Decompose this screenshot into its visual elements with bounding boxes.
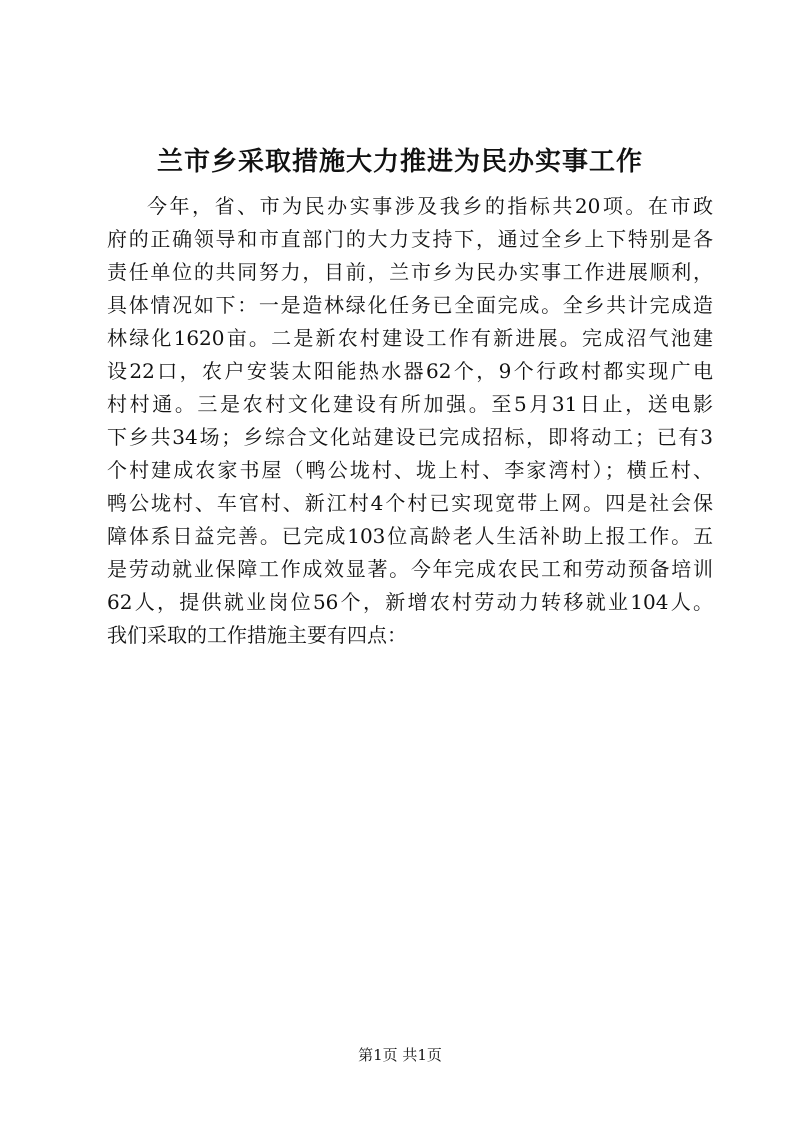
paragraph-line: 是劳动就业保障工作成效显著。今年完成农民工和劳动预备培训 [107, 557, 713, 581]
page-footer: 第1页 共1页 [358, 1046, 442, 1064]
paragraph-line: 具体情况如下：一是造林绿化任务已全面完成。全乡共计完成造 [107, 293, 713, 317]
paragraph-line: 责任单位的共同努力，目前，兰市乡为民办实事工作进展顺利， [107, 260, 713, 284]
paragraph-line: 个村建成农家书屋（鸭公垅村、垅上村、李家湾村）；横丘村、 [107, 458, 713, 482]
paragraph-line: 林绿化1620亩。二是新农村建设工作有新进展。完成沼气池建 [107, 326, 713, 350]
paragraph-line: 村村通。三是农村文化建设有所加强。至5月31日止，送电影 [107, 392, 713, 416]
paragraph-line: 障体系日益完善。已完成103位高龄老人生活补助上报工作。五 [107, 524, 713, 548]
paragraph-line: 今年，省、市为民办实事涉及我乡的指标共20项。在市政 [147, 194, 713, 218]
document-title: 兰市乡采取措施大力推进为民办实事工作 [156, 147, 643, 177]
body-paragraph [107, 190, 713, 652]
paragraph-line: 鸭公垅村、车官村、新江村4个村已实现宽带上网。四是社会保 [107, 491, 713, 515]
paragraph-line: 我们采取的工作措施主要有四点： [107, 623, 407, 647]
paragraph-line: 下乡共34场；乡综合文化站建设已完成招标，即将动工；已有3 [107, 425, 713, 449]
paragraph-line: 设22口，农户安装太阳能热水器62个，9个行政村都实现广电 [107, 359, 713, 383]
paragraph-line: 府的正确领导和市直部门的大力支持下，通过全乡上下特别是各 [107, 227, 713, 251]
paragraph-line: 62人，提供就业岗位56个，新增农村劳动力转移就业104人。 [107, 590, 713, 614]
